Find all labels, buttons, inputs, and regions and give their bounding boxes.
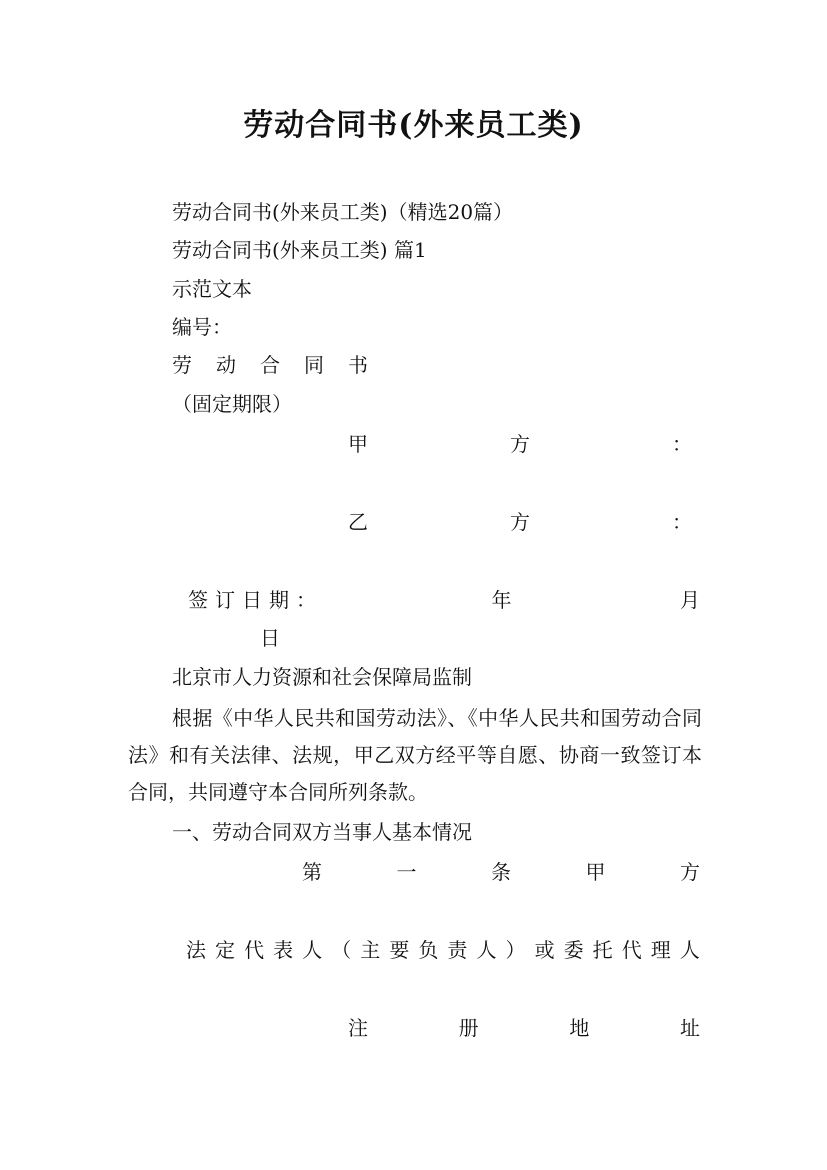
legal-rep-char: 法 [186,938,206,962]
article-1-char: 第 [302,860,322,884]
legal-rep-char: 托 [592,938,613,962]
day-label: 日 [260,626,280,650]
number-label: 编号： [172,315,232,339]
sign-date-label: 签订日期： [188,588,323,612]
article-1-char: 甲 [585,860,606,884]
legal-rep-char: 理 [650,938,671,962]
fixed-term-label: （固定期限） [172,392,292,416]
party-b-line [348,510,692,534]
article-1-line [302,860,700,884]
contract-heading-char: 同 [304,353,324,377]
legal-rep-char: 负 [418,938,439,962]
article-1-char: 一 [396,860,417,884]
reg-address-char: 地 [569,1016,590,1040]
document-title: 劳动合同书(外来员工类) [243,108,584,143]
preamble-paragraph: 根据《中华人民共和国劳动法》、《中华人民共和国劳动合同法》和有关法律、法规，甲乙双方经平等自愿、协商一致签订本合同，共同遵守本合同所列条款。 [128,706,702,804]
contract-heading-char: 书 [348,353,368,377]
legal-rep-char: 委 [563,938,584,962]
sign-date-line [188,588,700,612]
reg-address-char: 册 [458,1016,479,1040]
legal-rep-char: ） [505,938,526,962]
legal-rep-char: 人 [476,938,497,962]
legal-rep-char: 人 [302,938,323,962]
article-1-char: 方 [680,860,700,884]
legal-rep-char: 代 [244,938,265,962]
month-label: 月 [680,588,700,612]
sample-text-label: 示范文本 [172,277,252,301]
subtitle-part-1: 劳动合同书(外来员工类) 篇1 [172,238,427,262]
party-b-char: 乙 [348,510,368,534]
subtitle-selected: 劳动合同书(外来员工类)（精选20篇） [172,200,514,224]
legal-rep-char: （ [331,938,352,962]
party-a-char: 甲 [348,432,368,456]
year-label: 年 [491,588,512,612]
article-1-char: 条 [491,860,511,884]
contract-heading [172,353,368,377]
legal-rep-char: 或 [534,938,555,962]
legal-rep-line [186,938,700,962]
reg-address-char: 注 [348,1016,368,1040]
contract-heading-char: 劳 [172,353,192,377]
legal-rep-char: 表 [273,938,294,962]
legal-rep-char: 人 [679,938,700,962]
party-b-char: 方 [510,510,530,534]
legal-rep-char: 要 [389,938,410,962]
contract-heading-char: 动 [216,353,236,377]
reg-address-char: 址 [679,1016,700,1040]
party-a-char: 方 [510,432,530,456]
legal-rep-char: 定 [215,938,236,962]
legal-rep-char: 主 [360,938,381,962]
legal-rep-char: 代 [621,938,642,962]
contract-heading-char: 合 [260,353,280,377]
legal-rep-char: 责 [447,938,468,962]
section-heading-1: 一、劳动合同双方当事人基本情况 [172,820,472,844]
party-b-colon: ： [672,510,692,534]
registered-address-line [348,1016,700,1040]
supervisor-line: 北京市人力资源和社会保障局监制 [172,665,472,689]
party-a-colon: ： [672,432,692,456]
party-a-line [348,432,692,456]
